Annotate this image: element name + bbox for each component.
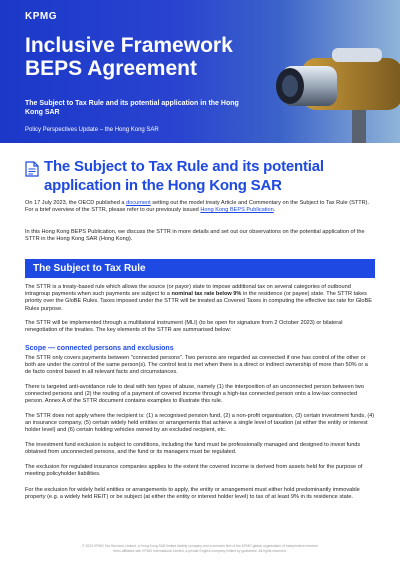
scope-paragraph-6: For the exclusion for widely held entities or arrangements to apply, the entity or arrangement must either hold predominantly immovable property (e.g. a widely held REIT) or be subject (at either the entity or interest holder level) to tax of at least 9% in its residence state. bbox=[25, 487, 360, 501]
hong-kong-beps-publication-link[interactable]: Hong Kong BEPS Publication bbox=[200, 207, 274, 214]
sttr-paragraph-1: The STTR is a treaty-based rule which allows the source (or payor) state to impose additional tax on several categories of outbound intragroup payments when such payments are subject to a nominal tax rate below 9% in the residence (or payee) state. The STTR takes priority over the GloBE Rules. Taxes imposed under the STTR will be treated as Covered Taxes in computing the effective tax rate for GloBE Rules purpose. bbox=[25, 284, 372, 312]
scope-heading: Scope — connected persons and exclusions bbox=[25, 345, 174, 352]
publication-series: Policy Perspectives Update – the Hong Kong SAR bbox=[25, 127, 159, 133]
article-heading: The Subject to Tax Rule and its potential application in the Hong Kong SAR bbox=[44, 158, 324, 194]
scope-paragraph-2: There is targeted anti-avoidance rule to deal with two types of abuse, namely (1) the interposition of an unconnected person between two connected persons and (2) the routing of a payment of covered income through a high-tax connected person onto a low-tax connected person. Annex A of the STTR document contains examples to illustrate this rule. bbox=[25, 384, 364, 405]
intro-paragraph-2: In this Hong Kong BEPS Publication, we discuss the STTR in more details and set out our observations on the potential application of the STTR in the Hong Kong SAR (Hong Kong). bbox=[25, 229, 365, 243]
section-title: The Subject to Tax Rule bbox=[33, 263, 146, 274]
scope-paragraph-1: The STTR only covers payments between "connected persons". Two persons are regarded as connected if one has control of the other or both are under the control of the same person(s). The control test is met when there is a direct or indirect ownership of more than 50% or a de facto control based in all relevant facts and circumstances. bbox=[25, 355, 368, 376]
sttr-paragraph-2: The STTR will be implemented through a multilateral instrument (MLI) (to be open for signature from 2 October 2023) or bilateral renegotiation of the treaties. The key elements of the STTR are summarised below: bbox=[25, 320, 343, 334]
section-banner bbox=[25, 259, 375, 278]
hero-banner bbox=[0, 0, 400, 143]
document-subtitle: The Subject to Tax Rule and its potential application in the Hong Kong SAR bbox=[25, 100, 239, 116]
scope-paragraph-5: The exclusion for regulated insurance companies applies to the extent the covered income is derived from assets held for the purpose of meeting policyholder liabilities. bbox=[25, 464, 363, 478]
oecd-document-link[interactable]: document bbox=[126, 200, 151, 206]
scope-paragraph-4: The investment fund exclusion is subject to conditions, including the fund must be professionally managed and designed to invest funds obtained from unconnected persons, and the fund or its managers must be regulated. bbox=[25, 442, 361, 456]
scope-paragraph-3: The STTR does not apply where the recipient is: (1) a recognised pension fund, (2) a non-profit organisation, (3) certain investment funds, (4) an insurance company, (5) certain widely held entities or arrangements that achieve a single level of taxation (at either the entity or interest holder level) and (6) certain holding vehicles owned by an excluded recipient, etc. bbox=[25, 413, 375, 434]
kpmg-logo: KPMG bbox=[25, 11, 57, 22]
copyright-footer: © 2023 KPMG Tax Services Limited, a Hong Kong SAR limited liability company and a member firm of the KPMG global organization of independent member firms affiliated with KPMG International Limited, a private English company limited by guarantee. All rights reserved. bbox=[82, 544, 318, 553]
document-icon bbox=[25, 161, 39, 177]
binocular-viewer-icon bbox=[262, 38, 400, 143]
document-title: Inclusive Framework BEPS Agreement bbox=[25, 34, 233, 80]
intro-paragraph-1: On 17 July 2023, the OECD published a document setting out the model treaty Article and Commentary on the Subject to Tax Rule (STTR). For a brief overview of the STTR, please refer to our previously issued Hong Kong BEPS Publication. bbox=[25, 200, 370, 214]
